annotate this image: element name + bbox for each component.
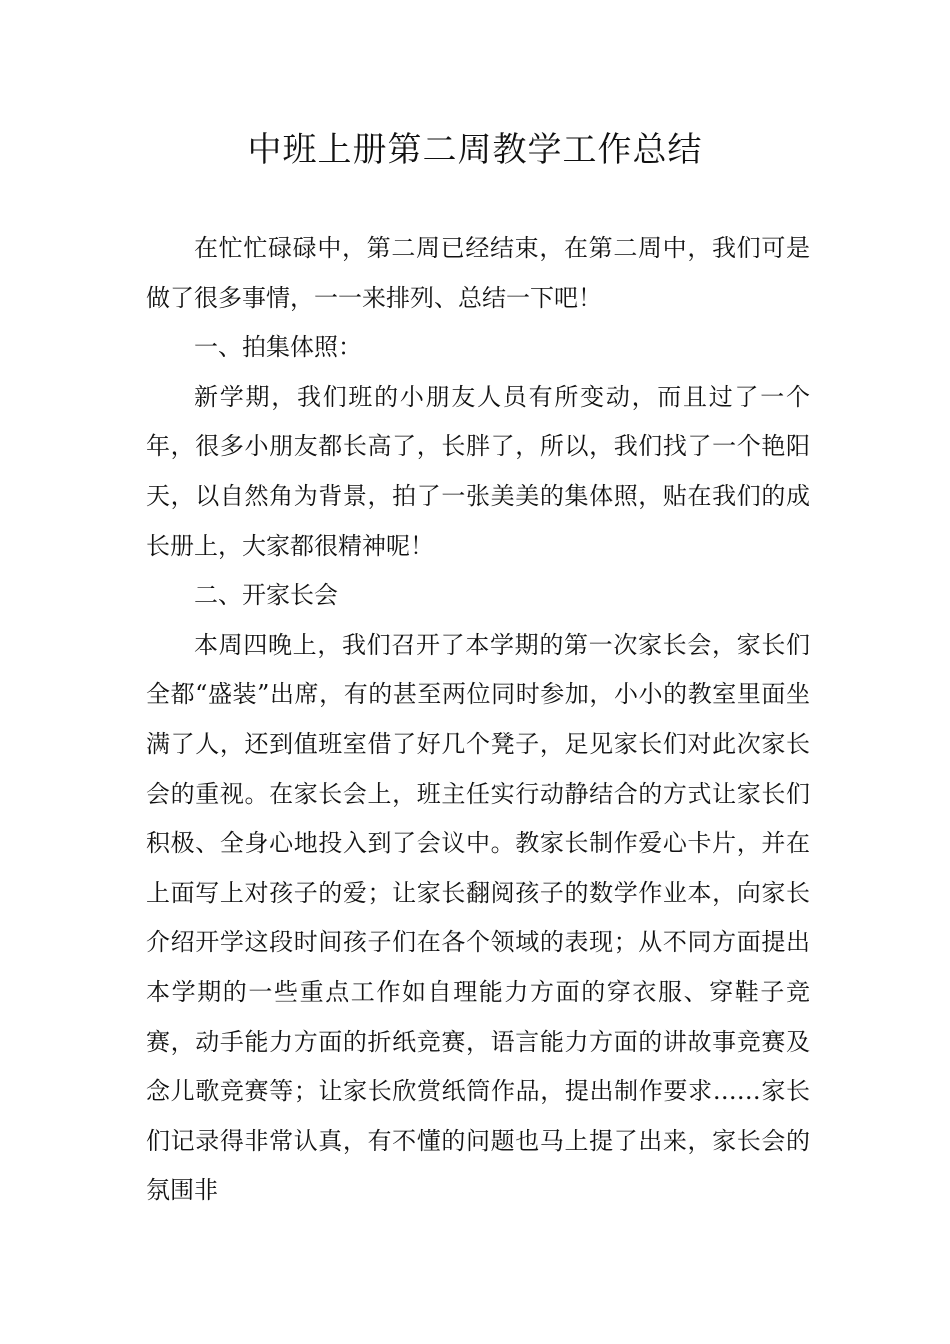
section-heading-parent-meeting: 二、开家长会 <box>194 581 338 610</box>
section-heading-group-photo: 一、拍集体照： <box>194 333 362 362</box>
parent-meeting-paragraph: 本周四晚上，我们召开了本学期的第一次家长会，家长们全都“盛装”出席，有的甚至两位同时参加，小小的教室里面坐满了人，还到值班室借了好几个凳子，足见家长们对此次家长会的重视。在家长会上，班主任实行动静结合的方式让家长们积极、全身心地投入到了会议中。教家长制作爱心卡片，并在上面写上对孩子的爱；让家长翻阅孩子的数学作业本，向家长介绍开学这段时间孩子们在各个领域的表现；从不同方面提出本学期的一些重点工作如自理能力方面的穿衣服、穿鞋子竞赛，动手能力方面的折纸竞赛，语言能力方面的讲故事竞赛及念儿歌竞赛等；让家长欣赏纸筒作品，提出制作要求……家长们记录得非常认真，有不懂的问题也马上提了出来，家长会的氛围非 <box>146 630 810 1205</box>
document-body <box>146 224 810 1216</box>
document-title: 中班上册第二周教学工作总结 <box>247 130 703 170</box>
intro-paragraph: 在忙忙碌碌中，第二周已经结束，在第二周中，我们可是做了很多事情，一一来排列、总结一下吧！ <box>146 234 810 312</box>
group-photo-paragraph: 新学期，我们班的小朋友人员有所变动，而且过了一个年，很多小朋友都长高了，长胖了，所以，我们找了一个艳阳天，以自然角为背景，拍了一张美美的集体照，贴在我们的成长册上，大家都很精神呢！ <box>146 382 810 560</box>
